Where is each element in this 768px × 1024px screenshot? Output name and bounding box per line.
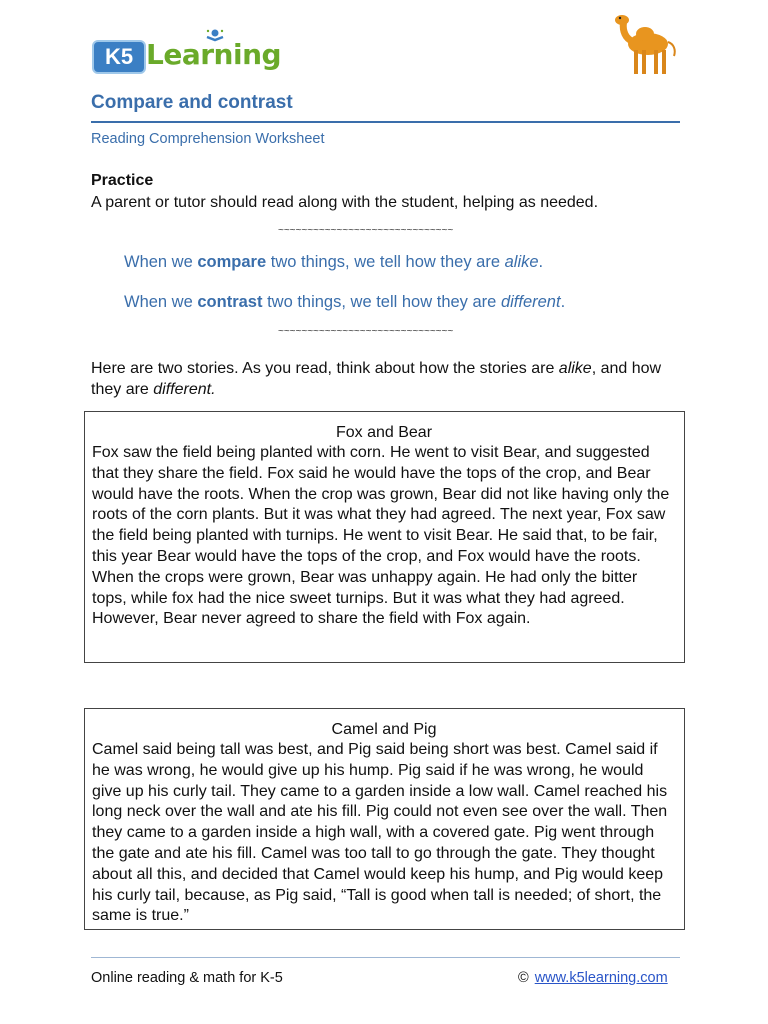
page-title: Compare and contrast (91, 92, 293, 113)
website-link[interactable]: www.k5learning.com (534, 970, 668, 986)
story-box-fox-and-bear (84, 411, 685, 663)
intro-different: different. (153, 381, 216, 398)
contrast-pre: When we (124, 293, 198, 311)
story-title: Camel and Pig (331, 721, 437, 738)
practice-note: A parent or tutor should read along with the student, helping as needed. (91, 194, 599, 211)
footer-copyright (518, 970, 668, 986)
compare-word: compare (197, 253, 267, 271)
compare-definition: When we compare two things, we tell how they are alike. (124, 253, 544, 271)
story-body: Camel said being tall was best, and Pig said being short was best. Camel said if he was wrong, he would give up his hump. Pig said if he was wrong, he would give up his curly tail. They came to a garden inside a low wall. Camel reached his long neck over the wall and ate his fill. Pig could not even see over the wall. Then they came to a garden inside a high wall, with a covered gate. Pig went through the gate and ate his fill. Camel was too tall to go through the gate. They thought about all this, and decided that Camel would keep his hump, and Pig would keep his curly tail, because, as Pig said, “Tall is good when tall is needed; of short, the same is true.” (92, 741, 668, 925)
logo-figure-icon (204, 28, 226, 50)
contrast-end: different (500, 293, 561, 311)
intro-part2: , and how they are (91, 360, 662, 398)
footer-divider (91, 957, 680, 958)
compare-mid: two things, we tell how they are (266, 253, 505, 271)
intro-paragraph (91, 358, 671, 400)
separator-bottom: ~~~~~~~~~~~~~~~~~~~~~~~~~~~~~~ (278, 326, 454, 337)
practice-heading: Practice (91, 172, 154, 189)
intro-part1: Here are two stories. As you read, think about how the stories are (91, 360, 559, 377)
intro-alike: alike (558, 360, 592, 377)
compare-pre: When we (124, 253, 198, 271)
footer-tagline: Online reading & math for K-5 (91, 970, 283, 986)
title-divider (91, 121, 680, 123)
story-box-camel-and-pig (84, 708, 685, 930)
compare-end: alike (504, 253, 539, 271)
separator-top: ~~~~~~~~~~~~~~~~~~~~~~~~~~~~~~ (278, 225, 454, 236)
camel-icon (612, 10, 682, 78)
story-body: Fox saw the field being planted with corn. He went to visit Bear, and suggested that they share the field. Fox said he would have the tops of the crop, and Bear would have the roots. When the crop was grown, Bear did not like having only the roots of the corn plants. But it was what they had agreed. The next year, Fox saw the field being planted with turnips. He went to visit Bear. He said that, to be fair, this year Bear would have the tops of the crop, and Fox would have the roots. When the crops were grown, Bear was unhappy again. He had only the bitter tops, while fox had the nice sweet turnips. But it was what they had agreed. However, Bear never agreed to share the field with Fox again. (92, 444, 670, 628)
contrast-mid: two things, we tell how they are (262, 293, 501, 311)
contrast-definition: When we contrast two things, we tell how they are different. (124, 293, 566, 311)
subtitle: Reading Comprehension Worksheet (91, 131, 325, 147)
k5-learning-logo[interactable] (92, 30, 282, 78)
story-title: Fox and Bear (335, 424, 433, 441)
contrast-word: contrast (197, 293, 263, 311)
copyright-icon: © (518, 970, 529, 986)
logo-text: Learning (146, 38, 282, 71)
logo-badge: K5 (92, 40, 146, 74)
